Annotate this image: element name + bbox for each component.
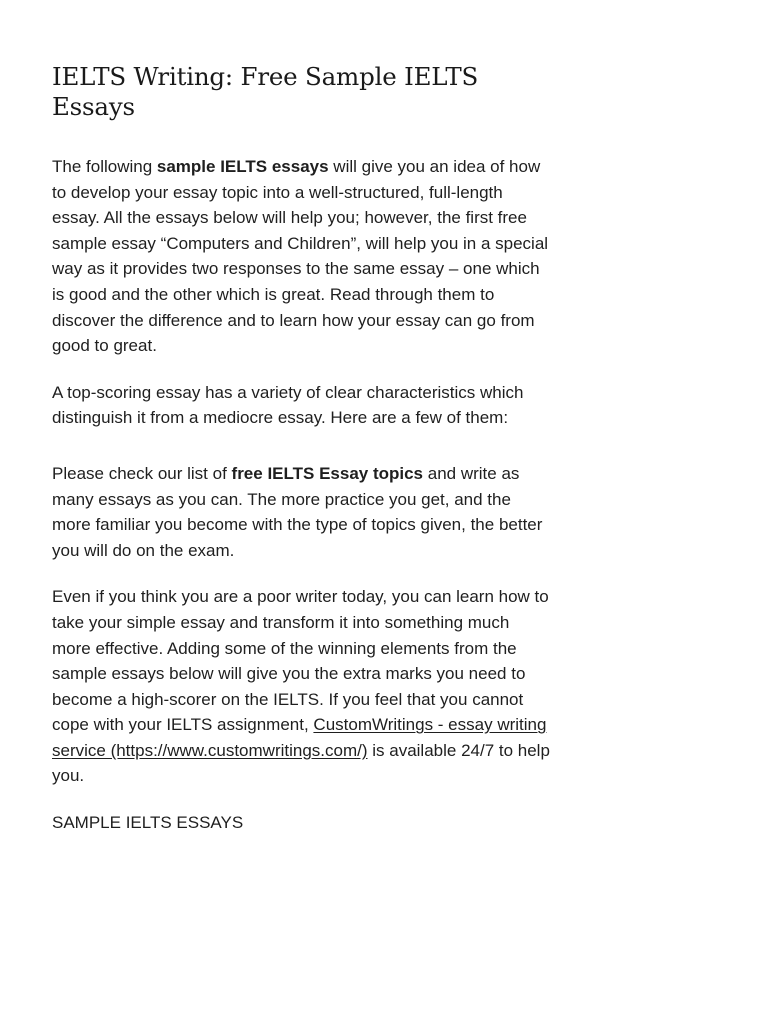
characteristics-paragraph: A top-scoring essay has a variety of clear characteristics which distinguish it from a mediocre essay. Here are a few of them:: [52, 382, 524, 428]
intro-bold-phrase: sample IELTS essays: [156, 157, 329, 176]
section-heading-sample-essays: SAMPLE IELTS ESSAYS: [52, 813, 244, 833]
page-title: IELTS Writing: Free Sample IELTS Essays: [52, 62, 479, 121]
topics-text-start: Please check our list of: [52, 463, 232, 483]
intro-paragraph: [52, 154, 552, 359]
writer-text-end: is available 24/7 to help you.: [52, 740, 550, 786]
writer-text-start: Even if you think you are a poor writer today, you can learn how to take your simple essay and transform it into something much more effective. Adding some of the winning elements from the sample essays below will give you the extra marks you need to become a high-scorer on the IELTS. If you feel that you cannot cope with your IELTS assignment,: [52, 587, 549, 735]
intro-text-end: will give you an idea of how to develop your essay topic into a well-structured, full-length essay. All the essays below will help you; however, the first free sample essay “Computers and Children”, will help you in a special way as it provides two responses to the same essay – one which is good and the other which is great. Read through them to discover the difference and to learn how your essay can go from good to great.: [52, 157, 549, 356]
document-page: [52, 62, 552, 836]
intro-text-start: The following: [52, 157, 157, 176]
customwritings-link[interactable]: CustomWritings - essay writing service (https://www.customwritings.com/): [52, 715, 547, 760]
topics-text-end: and write as many essays as you can. The more practice you get, and the more familiar you become with the type of topics given, the better you will do on the exam.: [52, 463, 543, 560]
writer-paragraph: [52, 584, 552, 789]
topics-paragraph: [52, 461, 552, 563]
topics-bold-phrase: free IELTS Essay topics: [231, 463, 424, 483]
